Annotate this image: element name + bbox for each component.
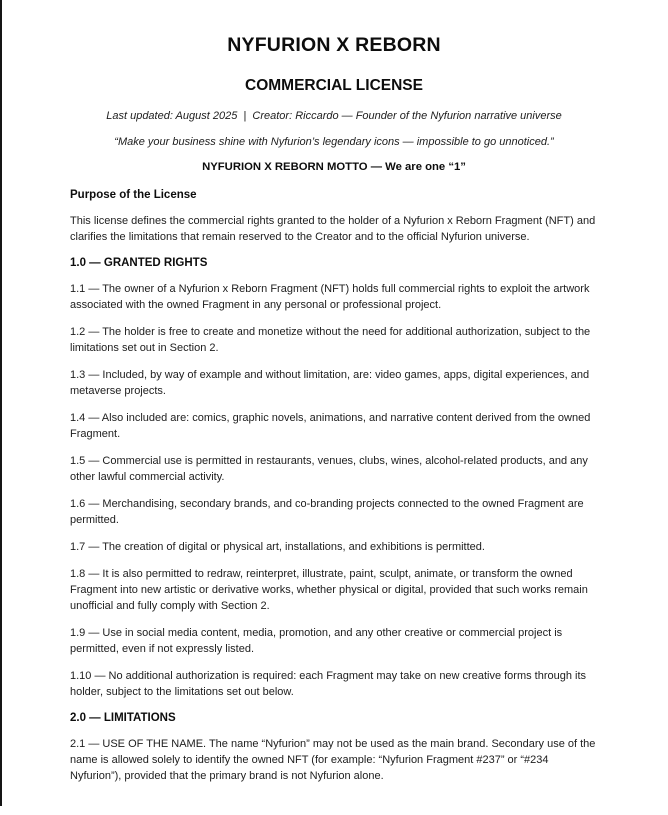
tagline-quote: “Make your business shine with Nyfurion’s legendary icons — impossible to go unnoticed.” [114,136,554,148]
clause-1-6: 1.6 — Merchandising, secondary brands, and co-branding projects connected to the owned Fragment are permitted. [70,498,584,526]
clause-1-3: 1.3 — Included, by way of example and without limitation, are: video games, apps, digital experiences, and metaverse projects. [70,369,590,397]
document-subtitle: COMMERCIAL LICENSE [245,77,423,94]
heading-limitations: 2.0 — LIMITATIONS [70,712,176,724]
clause-2-1: 2.1 — USE OF THE NAME. The name “Nyfurion” may not be used as the main brand. Secondary use of the name is allowed solely to identify the owned NFT (for example: “Nyfurion Fragment #237” or “#234 Nyfurion”), provided that the primary brand is not Nyfurion alone. [70,738,596,782]
motto-line: NYFURION X REBORN MOTTO — We are one “1” [202,161,466,173]
clause-1-5: 1.5 — Commercial use is permitted in restaurants, venues, clubs, wines, alcohol-related products, and any other lawful commercial activity. [70,455,588,483]
document-title: NYFURION X REBORN [227,34,441,56]
para-purpose: This license defines the commercial rights granted to the holder of a Nyfurion x Reborn Fragment (NFT) and clarifies the limitations that remain reserved to the Creator and to the official Nyfurion universe. [70,215,596,243]
clause-1-4: 1.4 — Also included are: comics, graphic novels, animations, and narrative content derived from the owned Fragment. [70,412,591,440]
meta-line: Last updated: August 2025 | Creator: Riccardo — Founder of the Nyfurion narrative universe [106,110,562,122]
clause-1-9: 1.9 — Use in social media content, media, promotion, and any other creative or commercial project is permitted, even if not expressly listed. [70,627,563,655]
clause-1-7: 1.7 — The creation of digital or physical art, installations, and exhibitions is permitted. [70,541,485,553]
clause-1-8: 1.8 — It is also permitted to redraw, reinterpret, illustrate, paint, sculpt, animate, or transform the owned Fragment into new artistic or derivative works, whether physical or digital, provided that such works remain unofficial and fully comply with Section 2. [70,568,588,612]
clause-1-10: 1.10 — No additional authorization is required: each Fragment may take on new creative forms through its holder, subject to the limitations set out below. [70,670,587,698]
window-left-edge-line [0,0,2,806]
clause-1-1: 1.1 — The owner of a Nyfurion x Reborn Fragment (NFT) holds full commercial rights to exploit the artwork associated with the owned Fragment in any personal or professional project. [70,283,590,311]
heading-purpose: Purpose of the License [70,189,197,201]
clause-1-2: 1.2 — The holder is free to create and monetize without the need for additional authorization, subject to the limitations set out in Section 2. [70,326,591,354]
heading-granted-rights: 1.0 — GRANTED RIGHTS [70,257,208,269]
